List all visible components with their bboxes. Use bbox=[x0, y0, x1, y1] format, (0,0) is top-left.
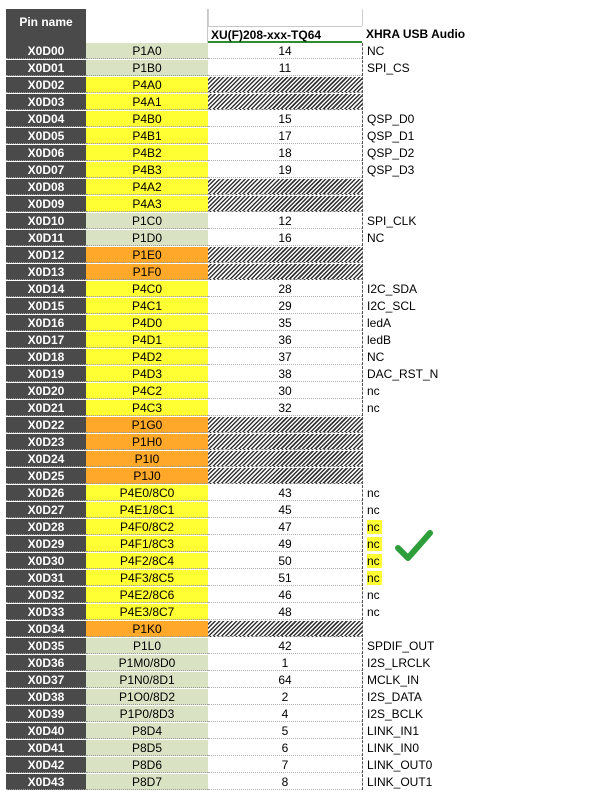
signal-cell[interactable] bbox=[362, 366, 590, 382]
port-cell[interactable]: P4A2 bbox=[86, 179, 208, 195]
table-row[interactable] bbox=[0, 145, 597, 161]
package-pin-cell[interactable]: 18 bbox=[208, 145, 362, 161]
port-cell[interactable]: P4F3/8C5 bbox=[86, 570, 208, 586]
package-pin-cell[interactable]: 50 bbox=[208, 553, 362, 569]
package-pin-cell[interactable] bbox=[208, 77, 362, 93]
package-pin-cell[interactable]: 5 bbox=[208, 723, 362, 739]
port-header-blank bbox=[86, 9, 208, 43]
signal-label: QSP_D2 bbox=[367, 146, 415, 160]
package-pin-cell[interactable]: 29 bbox=[208, 298, 362, 314]
signal-label: LINK_IN1 bbox=[367, 724, 420, 738]
signal-cell[interactable] bbox=[362, 587, 590, 603]
signal-cell[interactable] bbox=[362, 485, 590, 501]
package-pin-cell[interactable]: 7 bbox=[208, 757, 362, 773]
signal-label: nc bbox=[367, 503, 380, 517]
package-pin-cell[interactable] bbox=[208, 247, 362, 263]
port-cell[interactable]: P4B0 bbox=[86, 111, 208, 127]
pin-name-cell[interactable]: X0D26 bbox=[6, 485, 86, 501]
port-cell[interactable]: P1K0 bbox=[86, 621, 208, 637]
signal-label: SPDIF_OUT bbox=[367, 639, 435, 653]
package-pin-cell[interactable]: 8 bbox=[208, 774, 362, 790]
table-row[interactable] bbox=[0, 604, 597, 620]
pin-name-cell[interactable]: X0D24 bbox=[6, 451, 86, 467]
table-row[interactable] bbox=[0, 434, 597, 450]
signal-cell[interactable] bbox=[362, 417, 590, 433]
pin-name-cell[interactable]: X0D34 bbox=[6, 621, 86, 637]
package-pin-cell[interactable] bbox=[208, 468, 362, 484]
table-row[interactable] bbox=[0, 264, 597, 280]
table-row[interactable] bbox=[0, 655, 597, 671]
port-cell[interactable]: P8D4 bbox=[86, 723, 208, 739]
signal-label: nc bbox=[367, 520, 380, 534]
pin-name-cell[interactable]: X0D40 bbox=[6, 723, 86, 739]
grid-line bbox=[208, 9, 209, 26]
pin-name-header: Pin name bbox=[6, 9, 86, 43]
package-pin-cell[interactable]: 51 bbox=[208, 570, 362, 586]
table-row[interactable] bbox=[0, 60, 597, 76]
port-cell[interactable]: P8D6 bbox=[86, 757, 208, 773]
signal-label: I2S_LRCLK bbox=[367, 656, 431, 670]
package-pin-cell[interactable]: 2 bbox=[208, 689, 362, 705]
port-cell[interactable]: P4B1 bbox=[86, 128, 208, 144]
package-pin-cell[interactable] bbox=[208, 264, 362, 280]
table-row[interactable] bbox=[0, 213, 597, 229]
package-pin-cell[interactable]: 4 bbox=[208, 706, 362, 722]
pin-name-cell[interactable]: X0D13 bbox=[6, 264, 86, 280]
table-row[interactable] bbox=[0, 723, 597, 739]
signal-label: LINK_IN0 bbox=[367, 741, 420, 755]
signal-cell[interactable] bbox=[362, 196, 590, 212]
port-cell[interactable]: P4C3 bbox=[86, 400, 208, 416]
table-row[interactable] bbox=[0, 689, 597, 705]
pin-name-cell[interactable]: X0D12 bbox=[6, 247, 86, 263]
port-cell[interactable]: P1M0/8D0 bbox=[86, 655, 208, 671]
table-row[interactable] bbox=[0, 247, 597, 263]
port-cell[interactable]: P1J0 bbox=[86, 468, 208, 484]
package-pin-cell[interactable]: 19 bbox=[208, 162, 362, 178]
package-pin-cell[interactable]: 16 bbox=[208, 230, 362, 246]
signal-label: LINK_OUT1 bbox=[367, 775, 433, 789]
pin-name-cell[interactable]: X0D07 bbox=[6, 162, 86, 178]
table-row[interactable] bbox=[0, 315, 597, 331]
signal-cell[interactable] bbox=[362, 264, 590, 280]
pin-name-cell[interactable]: X0D39 bbox=[6, 706, 86, 722]
signal-cell[interactable] bbox=[362, 128, 590, 144]
signal-cell[interactable] bbox=[362, 332, 590, 348]
package-pin-cell[interactable]: 35 bbox=[208, 315, 362, 331]
port-cell[interactable]: P8D5 bbox=[86, 740, 208, 756]
port-cell[interactable]: P4E1/8C1 bbox=[86, 502, 208, 518]
table-row[interactable] bbox=[0, 740, 597, 756]
pin-name-cell[interactable]: X0D41 bbox=[6, 740, 86, 756]
signal-label: I2S_BCLK bbox=[367, 707, 424, 721]
table-row[interactable] bbox=[0, 43, 597, 59]
table-row[interactable] bbox=[0, 638, 597, 654]
pin-name-cell[interactable]: X0D35 bbox=[6, 638, 86, 654]
table-row[interactable] bbox=[0, 162, 597, 178]
signal-cell[interactable] bbox=[362, 740, 590, 756]
pin-name-cell[interactable]: X0D02 bbox=[6, 77, 86, 93]
signal-cell[interactable] bbox=[362, 60, 590, 76]
table-row[interactable] bbox=[0, 400, 597, 416]
port-cell[interactable]: P1B0 bbox=[86, 60, 208, 76]
pin-name-cell[interactable]: X0D15 bbox=[6, 298, 86, 314]
package-pin-cell[interactable]: 1 bbox=[208, 655, 362, 671]
table-row[interactable] bbox=[0, 672, 597, 688]
signal-cell[interactable] bbox=[362, 757, 590, 773]
port-cell[interactable]: P4A3 bbox=[86, 196, 208, 212]
signal-label: DAC_RST_N bbox=[367, 367, 439, 381]
port-cell[interactable]: P4C2 bbox=[86, 383, 208, 399]
port-cell[interactable]: P4F0/8C2 bbox=[86, 519, 208, 535]
pin-name-cell[interactable]: X0D03 bbox=[6, 94, 86, 110]
pin-name-cell[interactable]: X0D19 bbox=[6, 366, 86, 382]
package-pin-cell[interactable]: 17 bbox=[208, 128, 362, 144]
port-cell[interactable]: P1D0 bbox=[86, 230, 208, 246]
package-pin-cell[interactable]: 43 bbox=[208, 485, 362, 501]
port-cell[interactable]: P4B2 bbox=[86, 145, 208, 161]
signal-label: nc bbox=[367, 486, 380, 500]
checkmark-icon bbox=[395, 528, 433, 562]
package-pin-cell[interactable]: 47 bbox=[208, 519, 362, 535]
table-row[interactable] bbox=[0, 94, 597, 110]
package-pin-cell[interactable] bbox=[208, 196, 362, 212]
port-cell[interactable]: P4E2/8C6 bbox=[86, 587, 208, 603]
table-row[interactable] bbox=[0, 774, 597, 790]
port-cell[interactable]: P1F0 bbox=[86, 264, 208, 280]
grid-line bbox=[362, 9, 363, 26]
table-row[interactable] bbox=[0, 128, 597, 144]
signal-cell[interactable] bbox=[362, 281, 590, 297]
table-row[interactable] bbox=[0, 179, 597, 195]
package-pin-cell[interactable]: 42 bbox=[208, 638, 362, 654]
signal-label: nc bbox=[367, 571, 380, 585]
table-row[interactable] bbox=[0, 332, 597, 348]
package-pin-cell[interactable]: 37 bbox=[208, 349, 362, 365]
table-row[interactable] bbox=[0, 502, 597, 518]
signal-label: nc bbox=[367, 554, 380, 568]
table-row[interactable] bbox=[0, 383, 597, 399]
signal-cell[interactable] bbox=[362, 689, 590, 705]
package-pin-cell[interactable]: 30 bbox=[208, 383, 362, 399]
signal-cell[interactable] bbox=[362, 621, 590, 637]
table-row[interactable] bbox=[0, 757, 597, 773]
pin-name-cell[interactable]: X0D09 bbox=[6, 196, 86, 212]
signal-label: LINK_OUT0 bbox=[367, 758, 433, 772]
package-pin-cell[interactable]: 11 bbox=[208, 60, 362, 76]
signal-cell[interactable] bbox=[362, 111, 590, 127]
package-pin-cell[interactable]: 28 bbox=[208, 281, 362, 297]
table-row[interactable] bbox=[0, 468, 597, 484]
pin-name-cell[interactable]: X0D20 bbox=[6, 383, 86, 399]
signal-cell[interactable] bbox=[362, 468, 590, 484]
package-pin-cell[interactable]: 32 bbox=[208, 400, 362, 416]
port-cell[interactable]: P4B3 bbox=[86, 162, 208, 178]
pin-name-cell[interactable]: X0D37 bbox=[6, 672, 86, 688]
port-cell[interactable]: P4C0 bbox=[86, 281, 208, 297]
signal-cell[interactable] bbox=[362, 213, 590, 229]
port-cell[interactable]: P4E0/8C0 bbox=[86, 485, 208, 501]
port-cell[interactable]: P4D1 bbox=[86, 332, 208, 348]
signal-cell[interactable] bbox=[362, 94, 590, 110]
signal-label: I2C_SDA bbox=[367, 282, 418, 296]
port-cell[interactable]: P1P0/8D3 bbox=[86, 706, 208, 722]
port-cell[interactable]: P1E0 bbox=[86, 247, 208, 263]
pin-name-cell[interactable]: X0D10 bbox=[6, 213, 86, 229]
package-pin-cell[interactable] bbox=[208, 417, 362, 433]
signal-label: SPI_CS bbox=[367, 61, 410, 75]
pin-name-cell[interactable]: X0D31 bbox=[6, 570, 86, 586]
package-pin-cell[interactable] bbox=[208, 621, 362, 637]
pin-name-cell[interactable]: X0D05 bbox=[6, 128, 86, 144]
package-pin-cell[interactable]: 64 bbox=[208, 672, 362, 688]
table-row[interactable] bbox=[0, 230, 597, 246]
signal-cell[interactable] bbox=[362, 570, 590, 586]
package-pin-cell[interactable]: 36 bbox=[208, 332, 362, 348]
pin-name-cell[interactable]: X0D32 bbox=[6, 587, 86, 603]
port-cell[interactable]: P4D3 bbox=[86, 366, 208, 382]
package-pin-cell[interactable]: 6 bbox=[208, 740, 362, 756]
signal-cell[interactable] bbox=[362, 298, 590, 314]
port-cell[interactable]: P1H0 bbox=[86, 434, 208, 450]
signal-cell[interactable] bbox=[362, 655, 590, 671]
pin-name-cell[interactable]: X0D42 bbox=[6, 757, 86, 773]
table-row[interactable] bbox=[0, 111, 597, 127]
signal-cell[interactable] bbox=[362, 349, 590, 365]
package-pin-cell[interactable]: 14 bbox=[208, 43, 362, 59]
signal-label: nc bbox=[367, 401, 380, 415]
signal-cell[interactable] bbox=[362, 774, 590, 790]
pin-name-cell[interactable]: X0D16 bbox=[6, 315, 86, 331]
signal-cell[interactable] bbox=[362, 451, 590, 467]
package-pin-cell[interactable] bbox=[208, 451, 362, 467]
pin-name-cell[interactable]: X0D33 bbox=[6, 604, 86, 620]
signal-label: ledA bbox=[367, 316, 392, 330]
port-cell[interactable]: P4F1/8C3 bbox=[86, 536, 208, 552]
port-cell[interactable]: P8D7 bbox=[86, 774, 208, 790]
pin-name-cell[interactable]: X0D38 bbox=[6, 689, 86, 705]
package-pin-cell[interactable]: 49 bbox=[208, 536, 362, 552]
table-row[interactable] bbox=[0, 298, 597, 314]
signal-label: QSP_D3 bbox=[367, 163, 415, 177]
table-row[interactable] bbox=[0, 519, 597, 535]
signal-cell[interactable] bbox=[362, 434, 590, 450]
pin-name-cell[interactable]: X0D01 bbox=[6, 60, 86, 76]
signal-cell[interactable] bbox=[362, 672, 590, 688]
signal-cell[interactable] bbox=[362, 604, 590, 620]
pin-name-cell[interactable]: X0D23 bbox=[6, 434, 86, 450]
signal-label: nc bbox=[367, 384, 380, 398]
signal-label: I2S_DATA bbox=[367, 690, 422, 704]
table-row[interactable] bbox=[0, 349, 597, 365]
signal-label: NC bbox=[367, 44, 385, 58]
signal-cell[interactable] bbox=[362, 723, 590, 739]
signal-cell[interactable] bbox=[362, 162, 590, 178]
signal-cell[interactable] bbox=[362, 77, 590, 93]
table-row[interactable] bbox=[0, 281, 597, 297]
pin-name-cell[interactable]: X0D06 bbox=[6, 145, 86, 161]
package-pin-cell[interactable] bbox=[208, 94, 362, 110]
signal-cell[interactable] bbox=[362, 638, 590, 654]
table-row[interactable] bbox=[0, 485, 597, 501]
table-row[interactable] bbox=[0, 621, 597, 637]
signal-cell[interactable] bbox=[362, 502, 590, 518]
port-cell[interactable]: P1I0 bbox=[86, 451, 208, 467]
port-cell[interactable]: P1O0/8D2 bbox=[86, 689, 208, 705]
package-pin-cell[interactable]: 46 bbox=[208, 587, 362, 603]
package-pin-cell[interactable]: 15 bbox=[208, 111, 362, 127]
table-row[interactable] bbox=[0, 706, 597, 722]
pin-name-cell[interactable]: X0D25 bbox=[6, 468, 86, 484]
signal-cell[interactable] bbox=[362, 315, 590, 331]
table-row[interactable] bbox=[0, 570, 597, 586]
signal-label: SPI_CLK bbox=[367, 214, 417, 228]
package-pin-cell[interactable]: 45 bbox=[208, 502, 362, 518]
port-cell[interactable]: P1G0 bbox=[86, 417, 208, 433]
pin-name-cell[interactable]: X0D11 bbox=[6, 230, 86, 246]
port-cell[interactable]: P4C1 bbox=[86, 298, 208, 314]
pin-name-cell[interactable]: X0D22 bbox=[6, 417, 86, 433]
port-cell[interactable]: P1L0 bbox=[86, 638, 208, 654]
pin-name-cell[interactable]: X0D29 bbox=[6, 536, 86, 552]
pin-name-cell[interactable]: X0D17 bbox=[6, 332, 86, 348]
port-cell[interactable]: P4D0 bbox=[86, 315, 208, 331]
port-cell[interactable]: P4A0 bbox=[86, 77, 208, 93]
port-cell[interactable]: P4E3/8C7 bbox=[86, 604, 208, 620]
pin-name-cell[interactable]: X0D43 bbox=[6, 774, 86, 790]
package-pin-cell[interactable] bbox=[208, 434, 362, 450]
package-pin-cell[interactable] bbox=[208, 179, 362, 195]
signal-cell[interactable] bbox=[362, 179, 590, 195]
pin-name-cell[interactable]: X0D36 bbox=[6, 655, 86, 671]
pin-name-cell[interactable]: X0D21 bbox=[6, 400, 86, 416]
signal-cell[interactable] bbox=[362, 145, 590, 161]
table-row[interactable] bbox=[0, 587, 597, 603]
pin-name-cell[interactable]: X0D08 bbox=[6, 179, 86, 195]
port-cell[interactable]: P4A1 bbox=[86, 94, 208, 110]
signal-label: ledB bbox=[367, 333, 392, 347]
signal-label: nc bbox=[367, 588, 380, 602]
port-cell[interactable]: P4F2/8C4 bbox=[86, 553, 208, 569]
signal-label: QSP_D0 bbox=[367, 112, 415, 126]
table-row[interactable] bbox=[0, 196, 597, 212]
part-number-header[interactable]: XU(F)208-xxx-TQ64 bbox=[208, 26, 362, 43]
signal-cell[interactable] bbox=[362, 43, 590, 59]
pin-name-cell[interactable]: X0D04 bbox=[6, 111, 86, 127]
signal-label: I2C_SCL bbox=[367, 299, 416, 313]
signal-label: NC bbox=[367, 350, 385, 364]
pin-name-cell[interactable]: X0D18 bbox=[6, 349, 86, 365]
port-cell[interactable]: P4D2 bbox=[86, 349, 208, 365]
table-row[interactable] bbox=[0, 417, 597, 433]
table-row[interactable] bbox=[0, 536, 597, 552]
signal-column-header: XHRA USB Audio bbox=[366, 27, 466, 41]
table-row[interactable] bbox=[0, 77, 597, 93]
port-cell[interactable]: P1A0 bbox=[86, 43, 208, 59]
table-row[interactable] bbox=[0, 451, 597, 467]
table-row[interactable] bbox=[0, 553, 597, 569]
signal-cell[interactable] bbox=[362, 247, 590, 263]
package-pin-cell[interactable]: 38 bbox=[208, 366, 362, 382]
signal-label: nc bbox=[367, 605, 380, 619]
pin-name-cell[interactable]: X0D27 bbox=[6, 502, 86, 518]
signal-label: MCLK_IN bbox=[367, 673, 420, 687]
signal-cell[interactable] bbox=[362, 706, 590, 722]
pin-name-cell[interactable]: X0D00 bbox=[6, 43, 86, 59]
signal-label: nc bbox=[367, 537, 380, 551]
signal-cell[interactable] bbox=[362, 383, 590, 399]
signal-cell[interactable] bbox=[362, 230, 590, 246]
port-cell[interactable]: P1C0 bbox=[86, 213, 208, 229]
pin-name-cell[interactable]: X0D28 bbox=[6, 519, 86, 535]
signal-label: NC bbox=[367, 231, 385, 245]
port-cell[interactable]: P1N0/8D1 bbox=[86, 672, 208, 688]
pin-name-cell[interactable]: X0D30 bbox=[6, 553, 86, 569]
signal-label: QSP_D1 bbox=[367, 129, 415, 143]
table-row[interactable] bbox=[0, 366, 597, 382]
package-pin-cell[interactable]: 48 bbox=[208, 604, 362, 620]
signal-cell[interactable] bbox=[362, 400, 590, 416]
pin-name-cell[interactable]: X0D14 bbox=[6, 281, 86, 297]
package-pin-cell[interactable]: 12 bbox=[208, 213, 362, 229]
